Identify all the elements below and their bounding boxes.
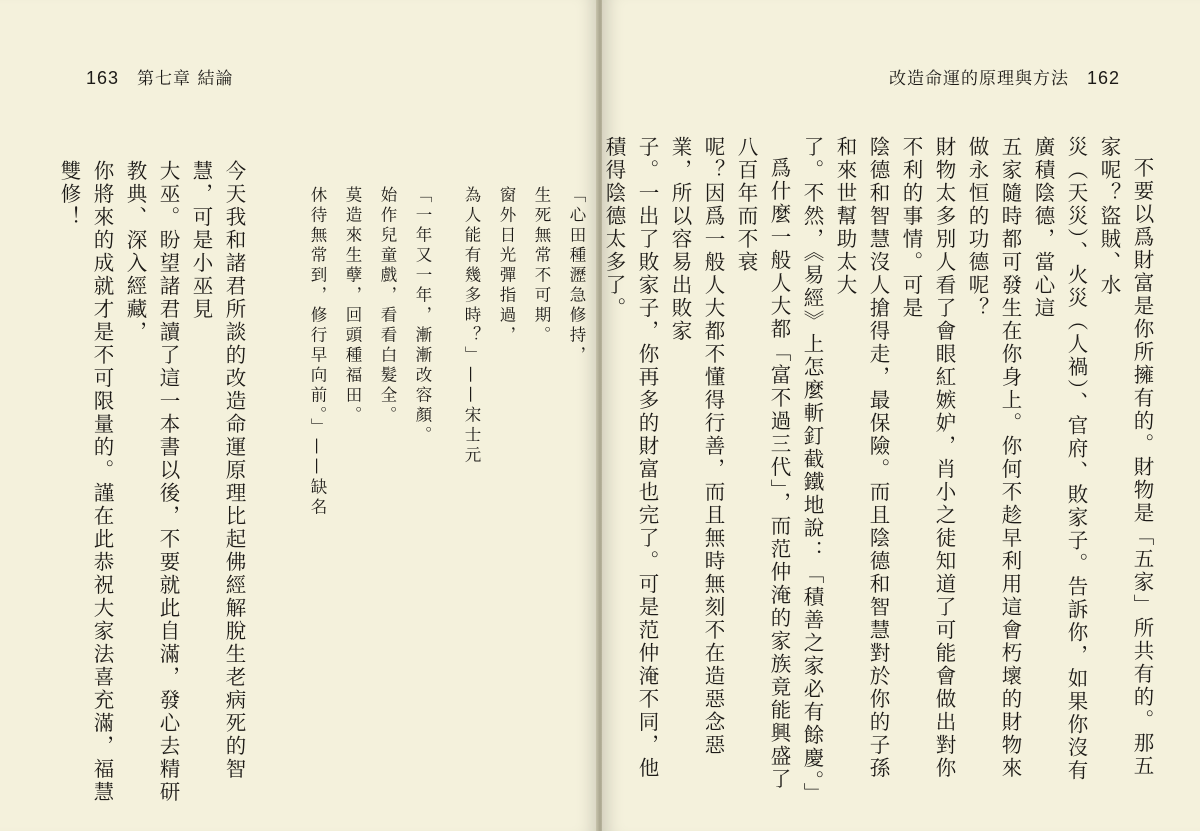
closing-paragraph-line: 大巫。盼望諸君讀了這一本書以後，不要就此自滿，發心去精研教典、深入經藏， xyxy=(123,160,180,804)
paragraph-line: 不要以爲財富是你所擁有的。財物是「五家」所共有的。那五家呢？盜賊、水 xyxy=(1097,136,1154,778)
left-page-number: 163 xyxy=(86,68,120,88)
closing-paragraph-line: 今天我和諸君所談的改造命運原理比起佛經解脫生老病死的智慧，可是小巫見 xyxy=(189,160,246,781)
paragraph-line: 陰德和智慧沒人搶得走，最保險。而且陰德和智慧對於你的子孫和來世幫助太大 xyxy=(833,136,890,780)
right-running-head xyxy=(889,64,1120,89)
poem-1-line: 窗外日光彈指過， xyxy=(497,186,516,346)
right-page xyxy=(602,0,1200,831)
paragraph-line: 了。不然，《易經》上怎麼斬釘截鐵地說：「積善之家必有餘慶。」 xyxy=(800,136,824,806)
paragraph-line: 災（天災）、火災（人禍）、官府、敗家子。告訴你，如果你沒有廣積陰德，當心這 xyxy=(1031,136,1088,783)
poem-2-line: 始作兒童戲，看看白髮全。 xyxy=(378,186,397,426)
poem-1-line: 生死無常不可期。 xyxy=(532,186,551,346)
left-running-head xyxy=(86,64,233,89)
paragraph-line: 子。一出了敗家子，你再多的財富也完了。可是范仲淹不同，他積得陰德太多了。 xyxy=(602,136,659,780)
paragraph-line: 爲什麼一般人大都「富不過三代」，而范仲淹的家族竟能興盛了八百年而不衰 xyxy=(734,136,791,791)
poem-2-line: 莫造來生孽，回頭種福田。 xyxy=(343,186,362,426)
paragraph-line: 財物太多別人看了會眼紅嫉妒，肖小之徒知道了可能會做出對你不利的事情。可是 xyxy=(899,136,956,780)
paragraph-line: 呢？因爲一般人大都不懂得行善，而且無時無刻不在造惡念惡業，所以容易出敗家 xyxy=(668,136,725,757)
left-page-body xyxy=(57,160,250,820)
paragraph-line: 五家隨時都可發生在你身上。你何不趁早利用這會朽壞的財物來做永恒的功德呢？ xyxy=(965,136,1022,780)
poem-1-line: 「心田種瀝急修持， xyxy=(567,186,586,366)
poem-2-line: 「一年又一年，漸漸改容顏。 xyxy=(413,186,432,446)
closing-paragraph-line: 你將來的成就才是不可限量的。謹在此恭祝大家法喜充滿，福慧雙修！ xyxy=(57,160,114,804)
right-page-number: 162 xyxy=(1086,68,1120,88)
chapter-title: 第七章 結論 xyxy=(137,69,234,89)
poem-1-line: 為人能有幾多時？」——宋士元 xyxy=(462,186,481,466)
poem-2-line: 休待無常到，修行早向前。」——缺名 xyxy=(308,186,327,518)
book-title: 改造命運的原理與方法 xyxy=(888,69,1069,89)
right-page-body xyxy=(602,136,1158,806)
left-page-poems xyxy=(264,186,594,806)
